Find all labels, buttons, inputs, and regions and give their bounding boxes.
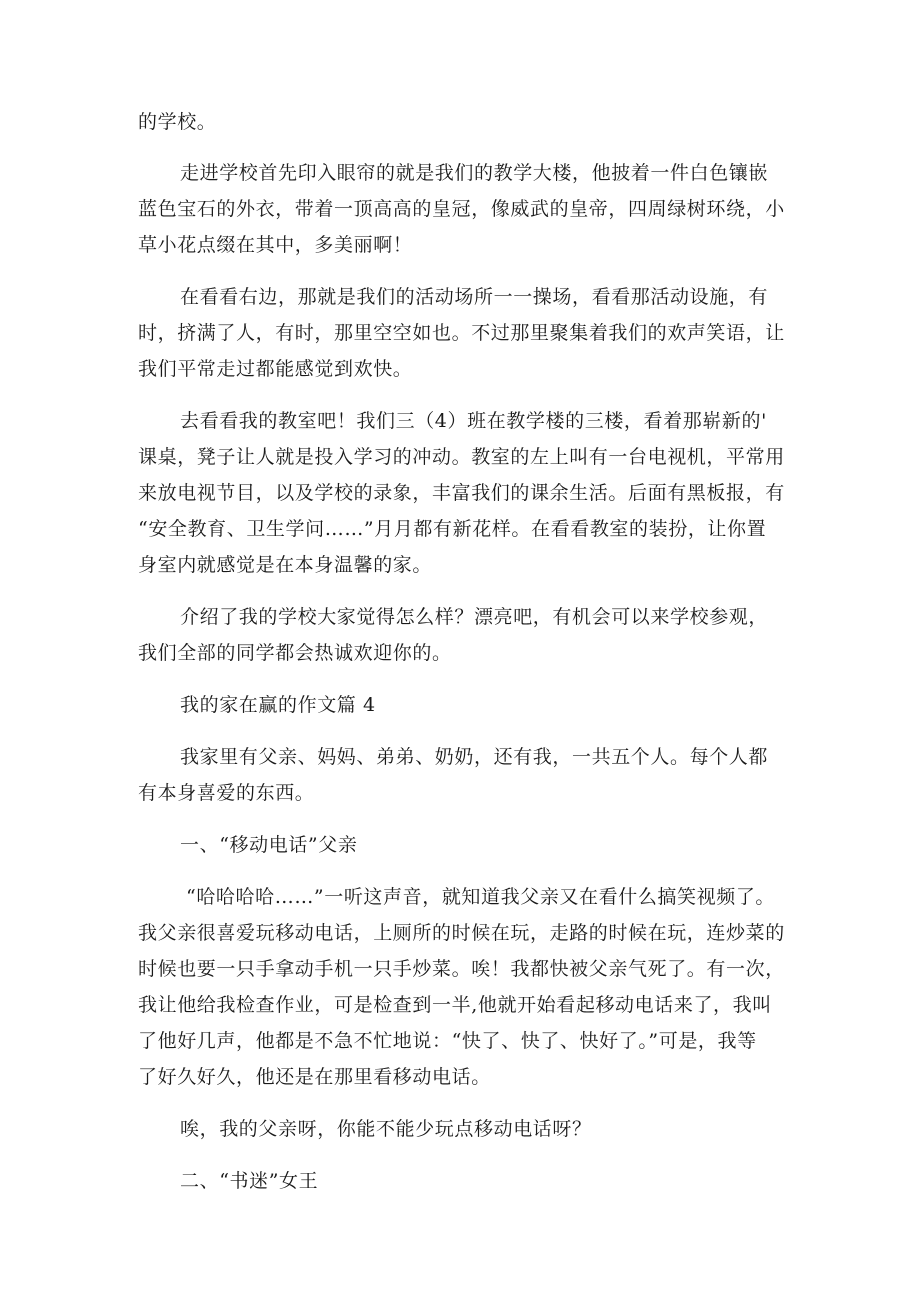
subsection-heading: 二、“书迷”女王 — [180, 1170, 319, 1192]
text-line: 有本身喜爱的东西。 — [138, 782, 315, 804]
text-line: 了好久好久，他还是在那里看移动电话。 — [138, 1066, 491, 1088]
text-line: 草小花点缀在其中，多美丽啊！ — [138, 234, 413, 256]
text-line: 在看看右边，那就是我们的活动场所一一操场，看看那活动设施，有 — [180, 286, 769, 308]
text-line: 唉，我的父亲呀，你能不能少玩点移动电话呀？ — [180, 1118, 592, 1140]
text-line: 时候也要一只手拿动手机一只手炒菜。唉！我都快被父亲气死了。有一次， — [138, 958, 785, 980]
text-line: 我们全部的同学都会热诚欢迎你的。 — [138, 642, 452, 664]
text-line: 我让他给我检查作业，可是检查到一半,他就开始看起移动电话来了，我叫 — [138, 994, 772, 1016]
text-line: 去看看我的教室吧！我们三（4）班在教学楼的三楼，看着那崭新的' — [180, 410, 767, 432]
text-line: 走进学校首先印入眼帘的就是我们的教学大楼，他披着一件白色镶嵌 — [180, 162, 769, 184]
text-line: 了他好几声，他都是不急不忙地说：“快了、快了、快好了。”可是，我等 — [138, 1030, 757, 1052]
text-line: 时，挤满了人，有时，那里空空如也。不过那里聚集着我们的欢声笑语，让 — [138, 322, 785, 344]
text-line: 我家里有父亲、妈妈、弟弟、奶奶，还有我，一共五个人。每个人都 — [180, 746, 769, 768]
text-line: 我们平常走过都能感觉到欢快。 — [138, 358, 413, 380]
text-line: 介绍了我的学校大家觉得怎么样？漂亮吧，有机会可以来学校参观， — [180, 606, 769, 628]
text-line: 身室内就感觉是在本身温馨的家。 — [138, 554, 433, 576]
text-line: “安全教育、卫生学问……”月月都有新花样。在看看教室的装扮，让你置 — [138, 518, 767, 540]
text-line: 课桌，凳子让人就是投入学习的冲动。教室的左上叫有一台电视机，平常用 — [138, 446, 785, 468]
text-line: 来放电视节目，以及学校的录象，丰富我们的课余生活。后面有黑板报，有 — [138, 482, 785, 504]
text-line: 蓝色宝石的外衣，带着一顶高高的皇冠，像威武的皇帝，四周绿树环绕，小 — [138, 198, 785, 220]
text-line: 的学校。 — [138, 111, 217, 133]
text-line: “哈哈哈哈……”一听这声音，就知道我父亲又在看什么搞笑视频了。 — [186, 886, 776, 908]
text-line: 我父亲很喜爱玩移动电话，上厕所的时候在玩，走路的时候在玩，连炒菜的 — [138, 922, 785, 944]
section-heading: 我的家在赢的作文篇 4 — [180, 694, 376, 716]
subsection-heading: 一、“移动电话”父亲 — [180, 834, 358, 856]
